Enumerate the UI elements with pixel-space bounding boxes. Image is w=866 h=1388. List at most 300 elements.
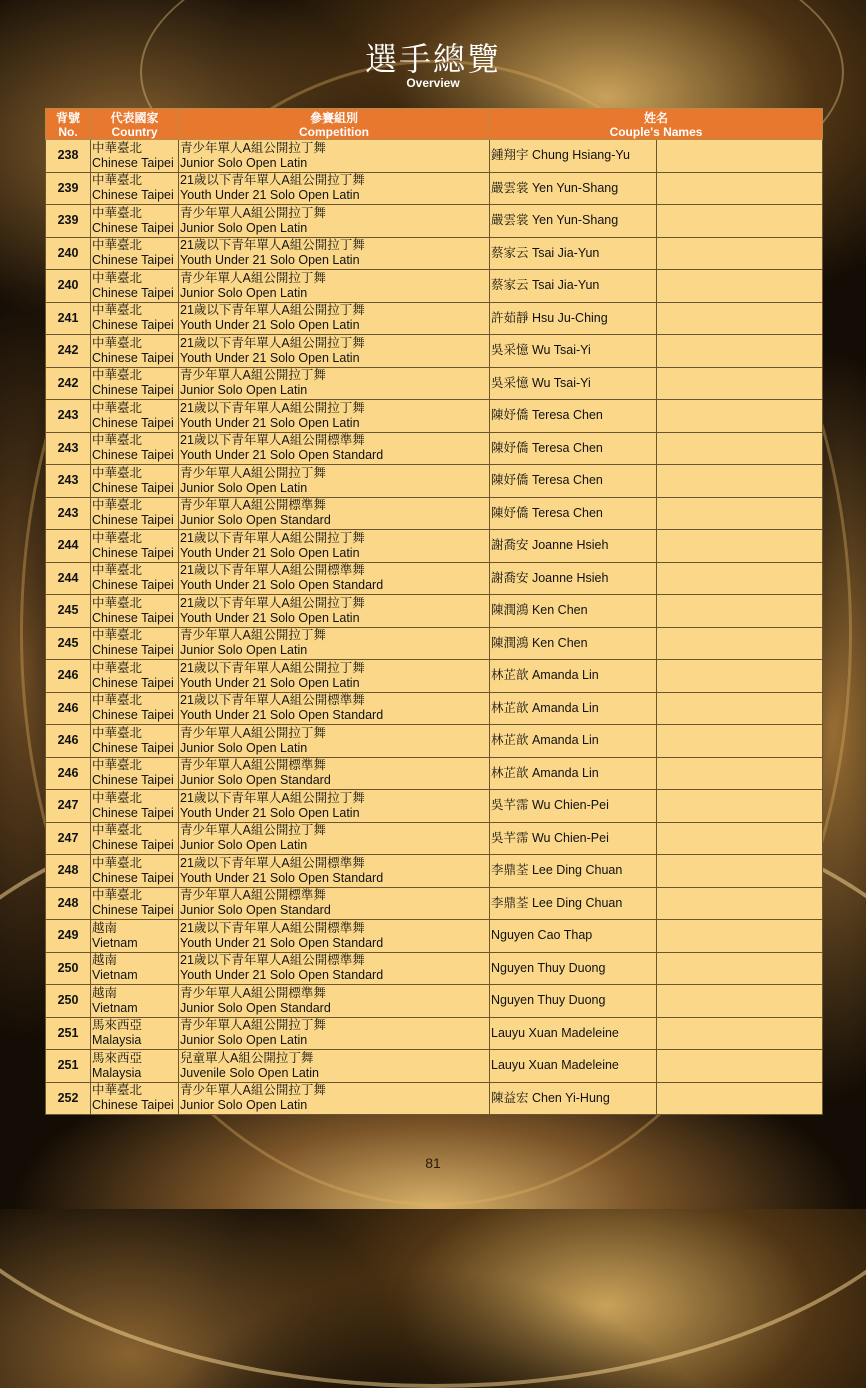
competition-zh: 21歲以下青年單人A組公開拉丁舞	[180, 173, 365, 188]
competition-en: Youth Under 21 Solo Open Standard	[180, 935, 384, 950]
competition-zh: 21歲以下青年單人A組公開標準舞	[180, 953, 365, 968]
country-zh: 中華臺北	[92, 790, 143, 805]
competition-cell	[179, 952, 490, 985]
table-row	[46, 465, 823, 498]
country-cell	[91, 335, 179, 368]
competition-cell	[179, 205, 490, 238]
country-zh: 中華臺北	[92, 173, 143, 188]
competition-zh: 青少年單人A組公開拉丁舞	[180, 368, 326, 383]
competition-zh: 青少年單人A組公開標準舞	[180, 985, 326, 1000]
competition-zh: 21歲以下青年單人A組公開拉丁舞	[180, 530, 365, 545]
country-en: Chinese Taipei	[92, 1098, 174, 1113]
column-header-zh: 姓名	[644, 110, 669, 125]
table-row	[46, 172, 823, 205]
competition-en: Youth Under 21 Solo Open Latin	[180, 675, 360, 690]
competition-zh: 21歲以下青年單人A組公開標準舞	[180, 693, 365, 708]
bib-number: 243	[46, 432, 91, 465]
partner-name-empty	[657, 140, 823, 173]
partner-name-empty	[657, 367, 823, 400]
column-header-zh: 參賽組別	[309, 110, 358, 125]
bib-number: 243	[46, 465, 91, 498]
competitor-name: 許茹靜 Hsu Ju-Ching	[490, 302, 657, 335]
table-row	[46, 335, 823, 368]
competition-cell	[179, 562, 490, 595]
competitor-name: 李鼎荃 Lee Ding Chuan	[490, 887, 657, 920]
partner-name-empty	[657, 725, 823, 758]
country-en: Chinese Taipei	[92, 675, 174, 690]
partner-name-empty	[657, 335, 823, 368]
partner-name-empty	[657, 400, 823, 433]
competitor-name: 蔡家云 Tsai Jia-Yun	[490, 270, 657, 303]
competition-cell	[179, 400, 490, 433]
competitor-name: 林芷歆 Amanda Lin	[490, 660, 657, 693]
column-header-en: Competition	[299, 124, 369, 139]
country-en: Chinese Taipei	[92, 155, 174, 170]
country-en: Vietnam	[92, 935, 138, 950]
column-header-names	[490, 109, 823, 140]
competition-zh: 21歲以下青年單人A組公開拉丁舞	[180, 335, 365, 350]
competition-zh: 兒童單人A組公開拉丁舞	[180, 1050, 314, 1065]
partner-name-empty	[657, 465, 823, 498]
table-row	[46, 1017, 823, 1050]
competition-zh: 青少年單人A組公開標準舞	[180, 758, 326, 773]
country-zh: 中華臺北	[92, 660, 143, 675]
competition-en: Junior Solo Open Latin	[180, 383, 308, 398]
country-cell	[91, 725, 179, 758]
competition-en: Junior Solo Open Latin	[180, 740, 308, 755]
competitor-name: 吳采憶 Wu Tsai-Yi	[490, 367, 657, 400]
country-zh: 中華臺北	[92, 693, 143, 708]
competitor-name: 吳采憶 Wu Tsai-Yi	[490, 335, 657, 368]
country-zh: 中華臺北	[92, 400, 143, 415]
table-row	[46, 302, 823, 335]
country-zh: 越南	[92, 953, 118, 968]
competition-cell	[179, 140, 490, 173]
competition-en: Youth Under 21 Solo Open Standard	[180, 578, 384, 593]
partner-name-empty	[657, 692, 823, 725]
country-cell	[91, 237, 179, 270]
partner-name-empty	[657, 1050, 823, 1083]
competitor-name: 林芷歆 Amanda Lin	[490, 725, 657, 758]
country-zh: 中華臺北	[92, 530, 143, 545]
country-zh: 中華臺北	[92, 823, 143, 838]
bib-number: 239	[46, 205, 91, 238]
competition-en: Youth Under 21 Solo Open Latin	[180, 188, 360, 203]
country-zh: 中華臺北	[92, 725, 143, 740]
competitor-name: 謝喬安 Joanne Hsieh	[490, 530, 657, 563]
competitor-name: 陳潤鴻 Ken Chen	[490, 627, 657, 660]
competitor-name: 李鼎荃 Lee Ding Chuan	[490, 855, 657, 888]
country-zh: 馬來西亞	[92, 1018, 143, 1033]
country-cell	[91, 562, 179, 595]
competition-en: Junior Solo Open Standard	[180, 1000, 331, 1015]
competition-cell	[179, 172, 490, 205]
competition-cell	[179, 822, 490, 855]
country-en: Chinese Taipei	[92, 578, 174, 593]
partner-name-empty	[657, 432, 823, 465]
competition-cell	[179, 692, 490, 725]
country-zh: 中華臺北	[92, 303, 143, 318]
partner-name-empty	[657, 790, 823, 823]
competition-en: Youth Under 21 Solo Open Standard	[180, 968, 384, 983]
competitor-name: 陳妤僑 Teresa Chen	[490, 400, 657, 433]
country-zh: 馬來西亞	[92, 1050, 143, 1065]
partner-name-empty	[657, 952, 823, 985]
country-en: Chinese Taipei	[92, 220, 174, 235]
competition-zh: 青少年單人A組公開拉丁舞	[180, 1018, 326, 1033]
bib-number: 244	[46, 530, 91, 563]
table-row	[46, 855, 823, 888]
partner-name-empty	[657, 855, 823, 888]
country-cell	[91, 465, 179, 498]
competitor-name: 嚴雲裳 Yen Yun-Shang	[490, 205, 657, 238]
country-zh: 中華臺北	[92, 368, 143, 383]
competition-zh: 青少年單人A組公開拉丁舞	[180, 140, 326, 155]
column-header-zh: 背號	[55, 110, 80, 125]
table-row	[46, 725, 823, 758]
partner-name-empty	[657, 530, 823, 563]
bib-number: 251	[46, 1050, 91, 1083]
competition-en: Junior Solo Open Latin	[180, 285, 308, 300]
competition-en: Junior Solo Open Standard	[180, 773, 331, 788]
country-zh: 中華臺北	[92, 205, 143, 220]
country-cell	[91, 985, 179, 1018]
partner-name-empty	[657, 757, 823, 790]
country-en: Vietnam	[92, 968, 138, 983]
competition-en: Junior Solo Open Latin	[180, 1098, 308, 1113]
competition-zh: 青少年單人A組公開拉丁舞	[180, 205, 326, 220]
competitor-name: Lauyu Xuan Madeleine	[490, 1017, 657, 1050]
page-number: 81	[425, 1155, 441, 1171]
competitor-name: 陳妤僑 Teresa Chen	[490, 465, 657, 498]
table-row	[46, 757, 823, 790]
table-row	[46, 1050, 823, 1083]
country-zh: 中華臺北	[92, 498, 143, 513]
bib-number: 247	[46, 790, 91, 823]
partner-name-empty	[657, 237, 823, 270]
competition-cell	[179, 432, 490, 465]
country-zh: 中華臺北	[92, 888, 143, 903]
partner-name-empty	[657, 562, 823, 595]
competitor-name: Lauyu Xuan Madeleine	[490, 1050, 657, 1083]
overview-table	[45, 108, 823, 1115]
competition-zh: 青少年單人A組公開拉丁舞	[180, 270, 326, 285]
country-en: Vietnam	[92, 1000, 138, 1015]
competition-cell	[179, 660, 490, 693]
country-en: Chinese Taipei	[92, 545, 174, 560]
country-cell	[91, 660, 179, 693]
competition-cell	[179, 1082, 490, 1115]
partner-name-empty	[657, 822, 823, 855]
bib-number: 248	[46, 887, 91, 920]
bib-number: 245	[46, 595, 91, 628]
competition-en: Youth Under 21 Solo Open Standard	[180, 870, 384, 885]
partner-name-empty	[657, 497, 823, 530]
country-zh: 中華臺北	[92, 465, 143, 480]
competition-cell	[179, 757, 490, 790]
column-header-country	[91, 109, 179, 140]
bib-number: 240	[46, 270, 91, 303]
competition-zh: 青少年單人A組公開標準舞	[180, 498, 326, 513]
competition-cell	[179, 237, 490, 270]
country-en: Chinese Taipei	[92, 903, 174, 918]
country-cell	[91, 595, 179, 628]
country-cell	[91, 172, 179, 205]
country-zh: 中華臺北	[92, 595, 143, 610]
competition-cell	[179, 465, 490, 498]
country-cell	[91, 530, 179, 563]
country-cell	[91, 855, 179, 888]
country-zh: 中華臺北	[92, 140, 143, 155]
competitor-name: Nguyen Thuy Duong	[490, 985, 657, 1018]
table-row	[46, 400, 823, 433]
country-cell	[91, 140, 179, 173]
page-subtitle: Overview	[406, 76, 460, 90]
bib-number: 249	[46, 920, 91, 953]
competition-zh: 青少年單人A組公開拉丁舞	[180, 725, 326, 740]
table-row	[46, 952, 823, 985]
country-cell	[91, 497, 179, 530]
partner-name-empty	[657, 302, 823, 335]
bib-number: 248	[46, 855, 91, 888]
partner-name-empty	[657, 660, 823, 693]
competition-zh: 21歲以下青年單人A組公開標準舞	[180, 855, 365, 870]
competition-cell	[179, 1017, 490, 1050]
bib-number: 243	[46, 497, 91, 530]
competition-zh: 青少年單人A組公開拉丁舞	[180, 628, 326, 643]
competitor-name: 陳妤僑 Teresa Chen	[490, 497, 657, 530]
bib-number: 241	[46, 302, 91, 335]
table-header-row	[46, 109, 823, 140]
table-row	[46, 205, 823, 238]
country-en: Chinese Taipei	[92, 513, 174, 528]
bib-number: 243	[46, 400, 91, 433]
bib-number: 246	[46, 692, 91, 725]
competition-zh: 21歲以下青年單人A組公開拉丁舞	[180, 400, 365, 415]
country-zh: 中華臺北	[92, 238, 143, 253]
competition-en: Youth Under 21 Solo Open Latin	[180, 415, 360, 430]
competition-zh: 21歲以下青年單人A組公開拉丁舞	[180, 303, 365, 318]
competition-en: Youth Under 21 Solo Open Latin	[180, 610, 360, 625]
table-row	[46, 270, 823, 303]
table-row	[46, 432, 823, 465]
column-header-competition	[179, 109, 490, 140]
country-en: Chinese Taipei	[92, 870, 174, 885]
table-row	[46, 237, 823, 270]
country-en: Chinese Taipei	[92, 708, 174, 723]
table-row	[46, 595, 823, 628]
country-en: Chinese Taipei	[92, 318, 174, 333]
country-en: Chinese Taipei	[92, 253, 174, 268]
table-row	[46, 985, 823, 1018]
table-row	[46, 140, 823, 173]
country-zh: 中華臺北	[92, 1083, 143, 1098]
competition-cell	[179, 530, 490, 563]
bib-number: 240	[46, 237, 91, 270]
table-row	[46, 530, 823, 563]
competitor-name: 蔡家云 Tsai Jia-Yun	[490, 237, 657, 270]
country-cell	[91, 432, 179, 465]
country-cell	[91, 692, 179, 725]
competition-cell	[179, 302, 490, 335]
competition-en: Junior Solo Open Latin	[180, 1033, 308, 1048]
competitor-name: 吳芊霈 Wu Chien-Pei	[490, 822, 657, 855]
bib-number: 238	[46, 140, 91, 173]
competition-en: Junior Solo Open Latin	[180, 220, 308, 235]
country-en: Chinese Taipei	[92, 773, 174, 788]
country-cell	[91, 1017, 179, 1050]
bib-number: 242	[46, 367, 91, 400]
bib-number: 252	[46, 1082, 91, 1115]
bib-number: 246	[46, 725, 91, 758]
country-zh: 越南	[92, 985, 118, 1000]
competition-cell	[179, 497, 490, 530]
competition-cell	[179, 270, 490, 303]
country-cell	[91, 790, 179, 823]
column-header-zh: 代表國家	[110, 110, 159, 125]
bib-number: 239	[46, 172, 91, 205]
competitor-name: 林芷歆 Amanda Lin	[490, 757, 657, 790]
competition-cell	[179, 335, 490, 368]
competition-zh: 青少年單人A組公開標準舞	[180, 888, 326, 903]
country-zh: 中華臺北	[92, 270, 143, 285]
competition-cell	[179, 790, 490, 823]
competition-zh: 21歲以下青年單人A組公開拉丁舞	[180, 660, 365, 675]
competitor-name: 陳妤僑 Teresa Chen	[490, 432, 657, 465]
competitor-name: 林芷歆 Amanda Lin	[490, 692, 657, 725]
bib-number: 250	[46, 952, 91, 985]
competition-en: Juvenile Solo Open Latin	[180, 1065, 319, 1080]
column-header-en: Couple's Names	[609, 124, 703, 139]
country-en: Malaysia	[92, 1065, 142, 1080]
country-cell	[91, 887, 179, 920]
competition-en: Youth Under 21 Solo Open Standard	[180, 448, 384, 463]
country-en: Chinese Taipei	[92, 838, 174, 853]
competition-en: Junior Solo Open Standard	[180, 903, 331, 918]
partner-name-empty	[657, 595, 823, 628]
partner-name-empty	[657, 205, 823, 238]
country-zh: 中華臺北	[92, 335, 143, 350]
country-zh: 中華臺北	[92, 563, 143, 578]
competition-zh: 青少年單人A組公開拉丁舞	[180, 1083, 326, 1098]
page-title: 選手總覽	[364, 40, 501, 78]
country-cell	[91, 1050, 179, 1083]
competition-cell	[179, 1050, 490, 1083]
competition-cell	[179, 367, 490, 400]
country-zh: 中華臺北	[92, 433, 143, 448]
country-cell	[91, 757, 179, 790]
country-zh: 越南	[92, 920, 118, 935]
competition-cell	[179, 595, 490, 628]
competition-zh: 青少年單人A組公開拉丁舞	[180, 823, 326, 838]
bib-number: 247	[46, 822, 91, 855]
competition-en: Junior Solo Open Latin	[180, 643, 308, 658]
country-zh: 中華臺北	[92, 758, 143, 773]
country-cell	[91, 627, 179, 660]
competitor-name: Nguyen Cao Thap	[490, 920, 657, 953]
competitor-name: 嚴雲裳 Yen Yun-Shang	[490, 172, 657, 205]
competitor-name: 陳潤鴻 Ken Chen	[490, 595, 657, 628]
competition-en: Junior Solo Open Latin	[180, 838, 308, 853]
competition-en: Junior Solo Open Latin	[180, 480, 308, 495]
competition-zh: 21歲以下青年單人A組公開拉丁舞	[180, 790, 365, 805]
country-cell	[91, 952, 179, 985]
partner-name-empty	[657, 627, 823, 660]
table-row	[46, 692, 823, 725]
competition-en: Junior Solo Open Standard	[180, 513, 331, 528]
country-en: Chinese Taipei	[92, 415, 174, 430]
country-cell	[91, 1082, 179, 1115]
competition-en: Junior Solo Open Latin	[180, 155, 308, 170]
competition-en: Youth Under 21 Solo Open Latin	[180, 545, 360, 560]
country-en: Chinese Taipei	[92, 350, 174, 365]
competitor-name: Nguyen Thuy Duong	[490, 952, 657, 985]
bib-number: 244	[46, 562, 91, 595]
competition-cell	[179, 985, 490, 1018]
bib-number: 245	[46, 627, 91, 660]
competition-en: Youth Under 21 Solo Open Latin	[180, 350, 360, 365]
country-en: Chinese Taipei	[92, 805, 174, 820]
partner-name-empty	[657, 1017, 823, 1050]
competition-cell	[179, 855, 490, 888]
competitor-name: 吳芊霈 Wu Chien-Pei	[490, 790, 657, 823]
country-en: Chinese Taipei	[92, 610, 174, 625]
country-cell	[91, 205, 179, 238]
competition-en: Youth Under 21 Solo Open Latin	[180, 318, 360, 333]
competition-zh: 21歲以下青年單人A組公開標準舞	[180, 920, 365, 935]
country-cell	[91, 920, 179, 953]
competitor-name: 謝喬安 Joanne Hsieh	[490, 562, 657, 595]
country-cell	[91, 302, 179, 335]
competitor-name: 鍾翔宇 Chung Hsiang-Yu	[490, 140, 657, 173]
competition-zh: 青少年單人A組公開拉丁舞	[180, 465, 326, 480]
competition-cell	[179, 920, 490, 953]
partner-name-empty	[657, 985, 823, 1018]
country-en: Chinese Taipei	[92, 740, 174, 755]
competition-en: Youth Under 21 Solo Open Standard	[180, 708, 384, 723]
column-header-number	[46, 109, 91, 140]
country-cell	[91, 270, 179, 303]
partner-name-empty	[657, 270, 823, 303]
table-row	[46, 367, 823, 400]
country-zh: 中華臺北	[92, 628, 143, 643]
bib-number: 250	[46, 985, 91, 1018]
bib-number: 246	[46, 757, 91, 790]
partner-name-empty	[657, 920, 823, 953]
bib-number: 242	[46, 335, 91, 368]
competition-zh: 21歲以下青年單人A組公開標準舞	[180, 563, 365, 578]
competition-cell	[179, 725, 490, 758]
competition-zh: 21歲以下青年單人A組公開拉丁舞	[180, 595, 365, 610]
partner-name-empty	[657, 887, 823, 920]
table-row	[46, 627, 823, 660]
table-row	[46, 887, 823, 920]
country-en: Chinese Taipei	[92, 188, 174, 203]
country-en: Chinese Taipei	[92, 448, 174, 463]
country-en: Chinese Taipei	[92, 383, 174, 398]
competition-en: Youth Under 21 Solo Open Latin	[180, 805, 360, 820]
country-en: Chinese Taipei	[92, 285, 174, 300]
table-row	[46, 822, 823, 855]
country-cell	[91, 400, 179, 433]
competition-zh: 21歲以下青年單人A組公開拉丁舞	[180, 238, 365, 253]
country-en: Malaysia	[92, 1033, 142, 1048]
column-header-en: No.	[58, 124, 78, 139]
bib-number: 251	[46, 1017, 91, 1050]
bib-number: 246	[46, 660, 91, 693]
country-cell	[91, 367, 179, 400]
country-en: Chinese Taipei	[92, 643, 174, 658]
